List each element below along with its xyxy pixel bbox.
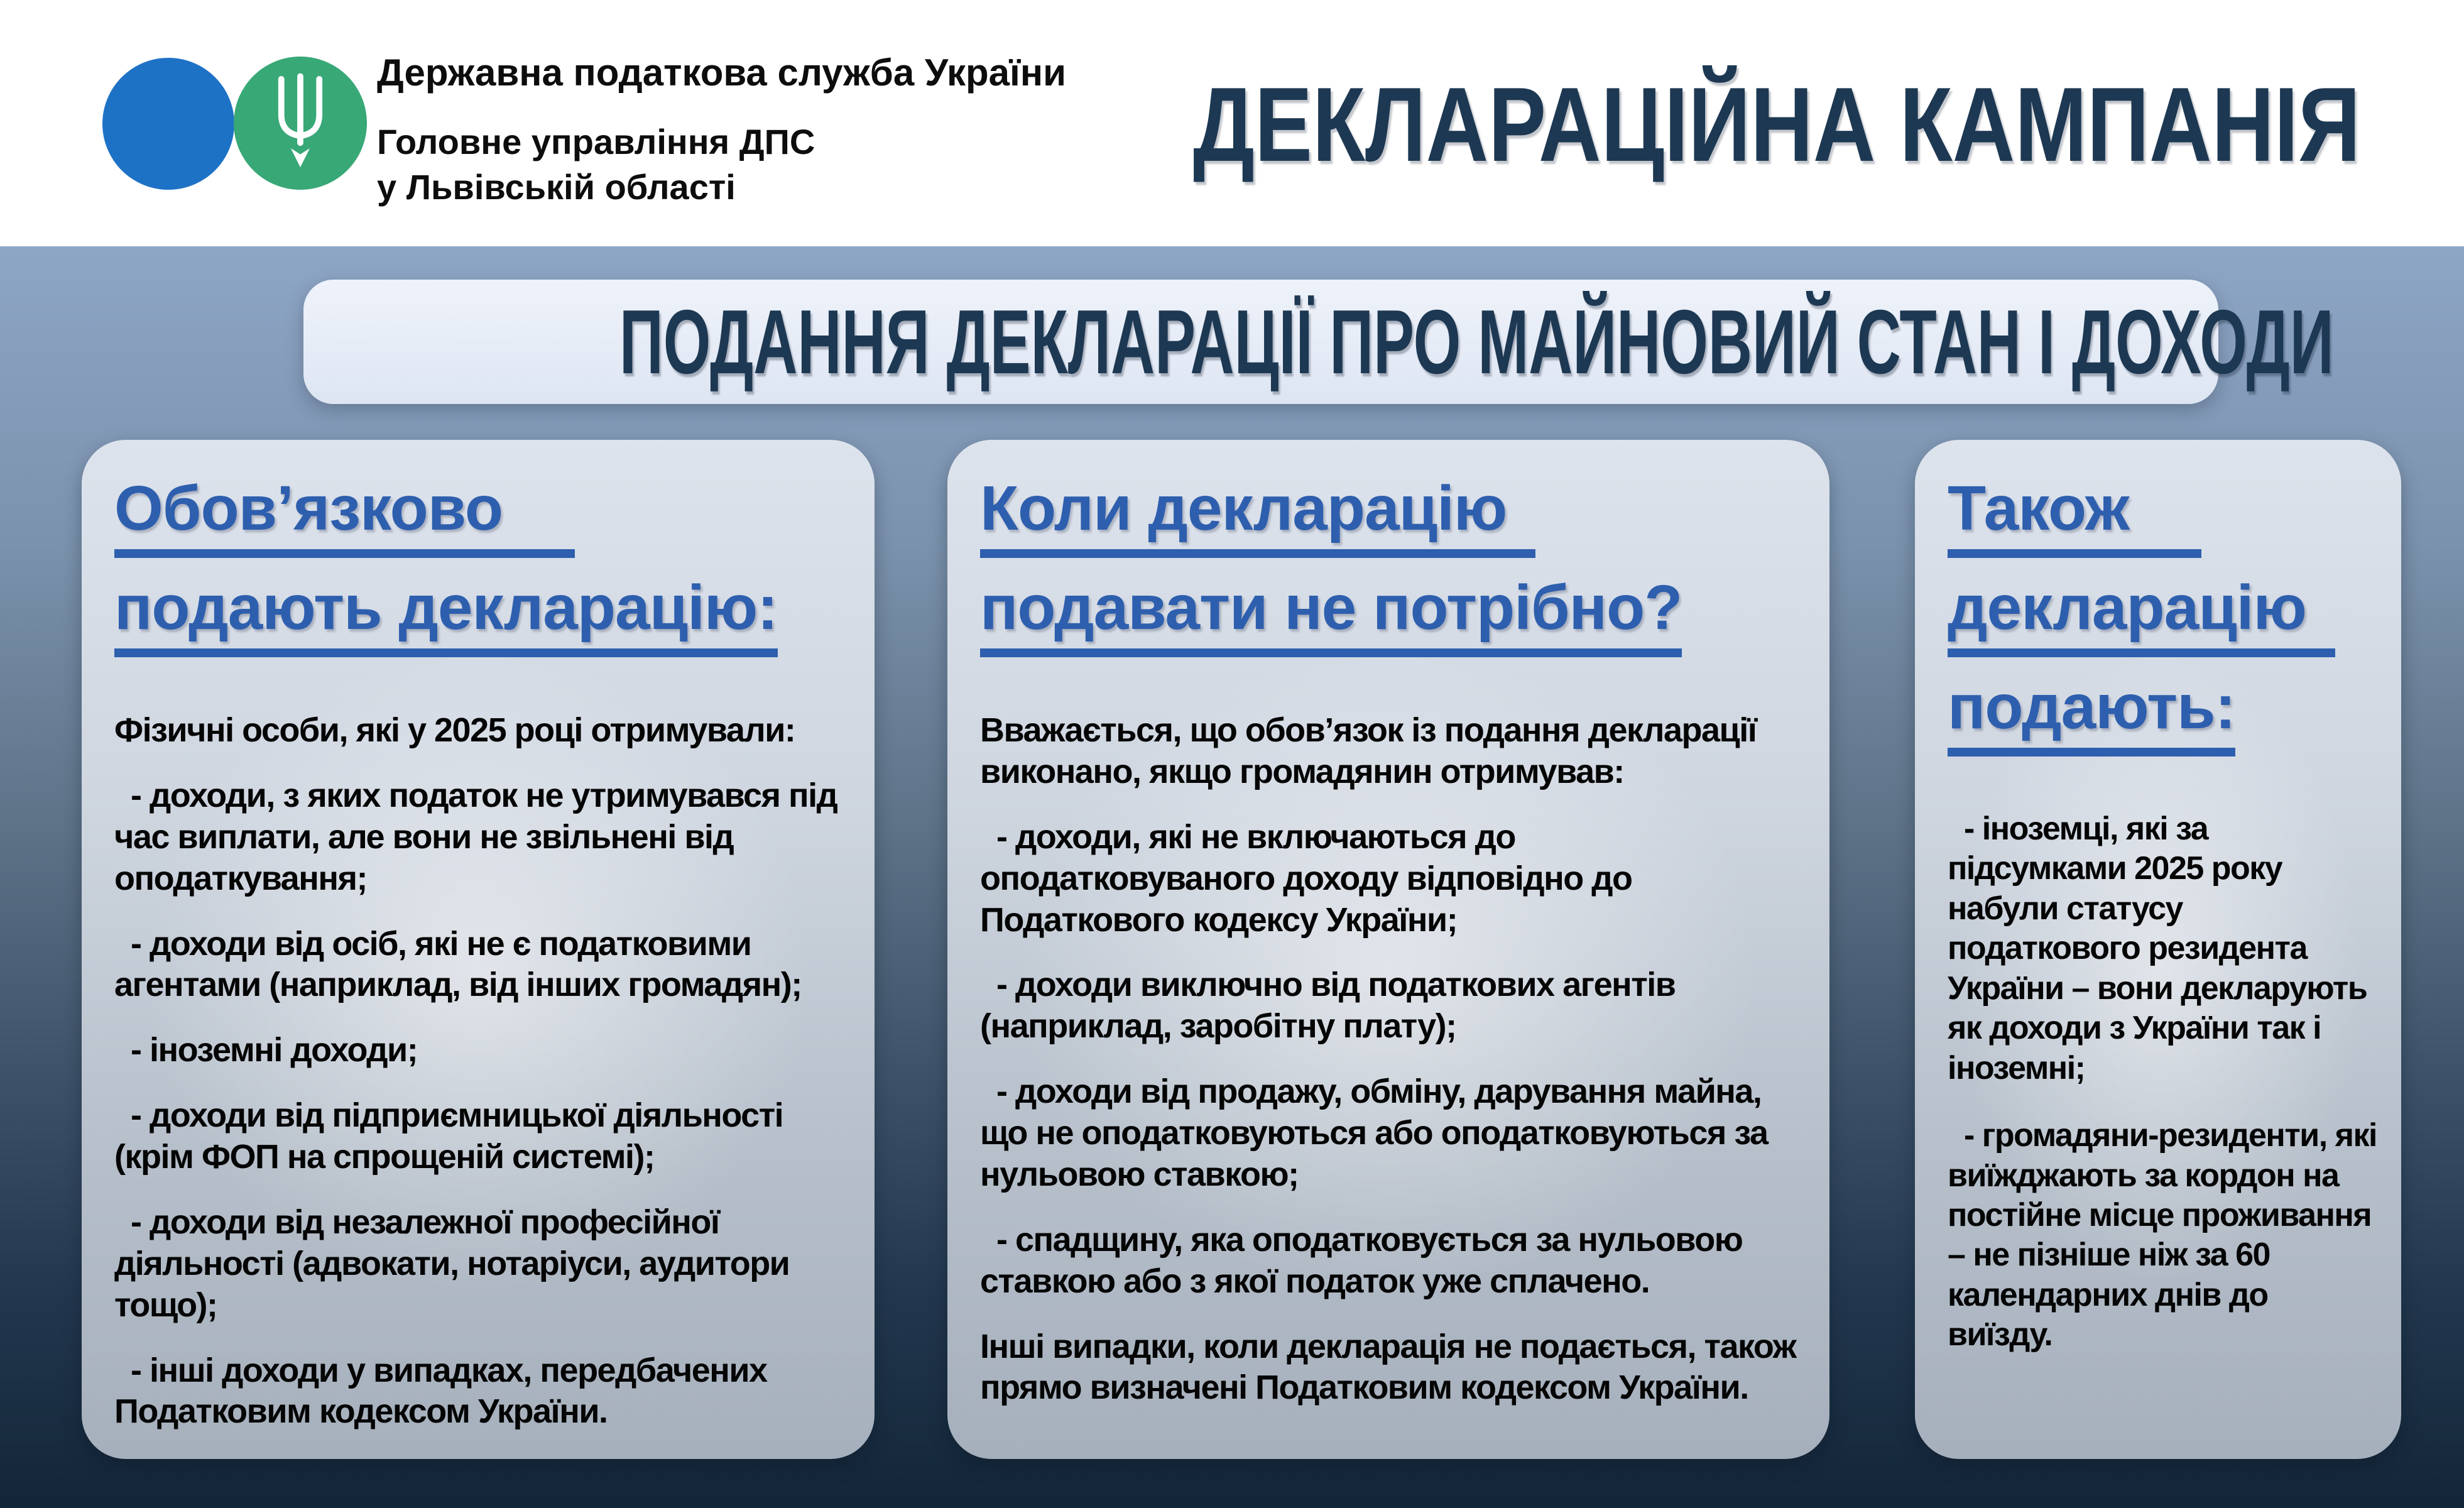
- card-paragraph: - інші доходи у випадках, передбачених Податковим кодексом України.: [114, 1351, 767, 1431]
- card-paragraph: Фізичні особи, які у 2025 році отримували:: [114, 711, 795, 749]
- card-heading-line: Також: [1948, 476, 2201, 558]
- banner-title: ПОДАННЯ ДЕКЛАРАЦІЇ ПРО МАЙНОВИЙ СТАН І ДОХОДИ: [619, 291, 2334, 393]
- card-heading-line: декларацію: [1948, 576, 2335, 657]
- org-name-block: [377, 54, 1066, 205]
- card-paragraph: - доходи від осіб, які не є податковими агентами (наприклад, від інших громадян);: [114, 924, 802, 1004]
- card-heading: [1948, 473, 2380, 774]
- card-paragraph: - доходи виключно від податкових агентів (наприклад, заробітну плату);: [980, 966, 1676, 1046]
- card-paragraph: - доходи, які не включаються до оподатковуваного доходу відповідно до Податкового кодексу України;: [980, 817, 1632, 939]
- card-paragraph: - доходи, з яких податок не утримувався під час виплати, але вони не звільнені від оподаткування;: [114, 776, 837, 897]
- org-name-line3: у Львівській області: [377, 167, 736, 207]
- card-paragraph: Вважається, що обов’язок із подання декларації виконано, якщо громадянин отримував:: [980, 711, 1757, 790]
- logo-green-circle: [234, 57, 367, 190]
- card-paragraph: Інші випадки, коли декларація не подається, також прямо визначені Податковим кодексом України.: [980, 1327, 1796, 1407]
- card-also-file: [1915, 440, 2401, 1459]
- card-heading: [980, 473, 1803, 675]
- card-paragraph: - іноземці, які за підсумками 2025 року набули статусу податкового резидента України – вони декларують як доходи з України так і іноземні;: [1948, 811, 2367, 1086]
- card-paragraph: - доходи від незалежної професійної діяльності (адвокати, нотаріуси, аудитори тощо);: [114, 1203, 790, 1324]
- card-no-declaration-needed: [947, 440, 1829, 1459]
- banner: [303, 280, 2334, 404]
- logo-blue-circle: [102, 58, 234, 190]
- card-heading-line: подають:: [1948, 675, 2235, 757]
- card-heading-line: подавати не потрібно?: [980, 576, 1682, 657]
- card-heading-line: Обов’язково: [114, 476, 575, 558]
- campaign-title: ДЕКЛАРАЦІЙНА КАМПАНІЯ: [1192, 65, 2361, 183]
- card-paragraph: - іноземні доходи;: [131, 1031, 418, 1069]
- card-paragraph: - громадяни-резиденти, які виїжджають за кордон на постійне місце проживання – не пізніше ніж за 60 календарних днів до виїзду.: [1948, 1117, 2377, 1353]
- card-paragraph: - доходи від продажу, обміну, дарування майна, що не оподатковуються або оподатковуються за нульовою ставкою;: [980, 1073, 1768, 1193]
- trident-icon: [265, 72, 335, 174]
- card-paragraph: - спадщину, яка оподатковується за нульовою ставкою або з якої податок уже сплачено.: [980, 1220, 1743, 1300]
- card-mandatory-filers: [82, 440, 875, 1459]
- card-heading-line: подають декларацію:: [114, 576, 778, 657]
- card-paragraph: - доходи від підприємницької діяльності (крім ФОП на спрощеній системі);: [114, 1096, 783, 1176]
- card-heading: [114, 473, 848, 675]
- org-name-line2: Головне управління ДПС: [377, 122, 815, 161]
- org-name-line1: Державна податкова служба України: [377, 52, 1066, 94]
- card-heading-line: Коли декларацію: [980, 476, 1535, 558]
- header-band: [0, 0, 2464, 246]
